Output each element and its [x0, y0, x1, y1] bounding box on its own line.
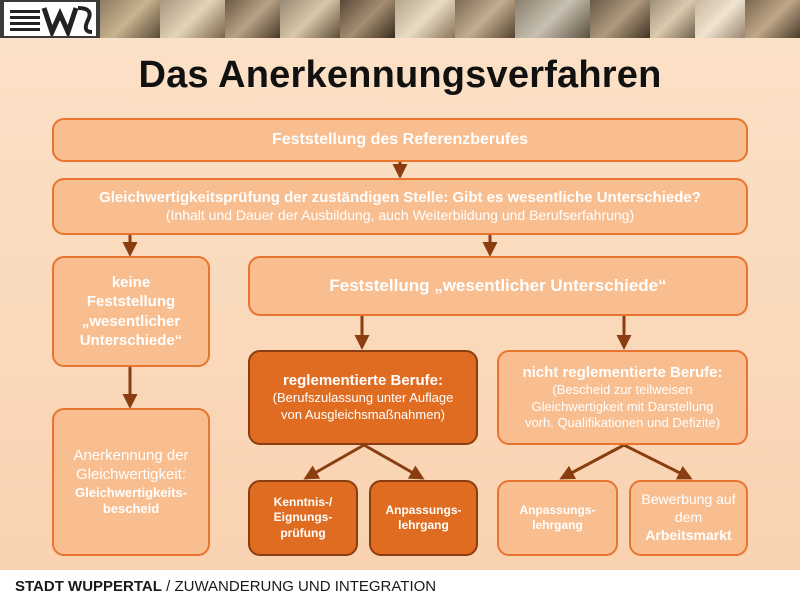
anpassung-line: Anpassungs-	[519, 502, 596, 517]
footer-dept: ZUWANDERUNG UND INTEGRATION	[174, 578, 437, 595]
footer-separator: /	[161, 578, 175, 595]
anerkennung-line: Gleichwertigkeit:	[75, 466, 187, 484]
bewerbung-line: dem	[674, 509, 703, 526]
bewerbung-bold: Arbeitsmarkt	[645, 526, 732, 543]
box-nicht-reglementiert-title: nicht reglementierte Berufe:	[522, 363, 723, 381]
anerkennung-line: Anerkennung der	[73, 447, 189, 465]
box-reglementiert	[248, 350, 478, 445]
nicht-reglementiert-line: Gleichwertigkeit mit Darstellung	[531, 398, 714, 414]
nicht-reglementiert-line: vorh. Qualifikationen und Defizite)	[524, 415, 721, 431]
arrow-nicht-bewerbung	[624, 445, 690, 478]
anpassung-line: Anpassungs-	[385, 502, 462, 517]
box-feststellung-title: Feststellung „wesentlicher Unterschiede“	[329, 276, 667, 296]
box-keine-feststellung	[52, 256, 210, 367]
anerkennung-bold-line: bescheid	[102, 501, 160, 517]
reglementiert-line: (Berufszulassung unter Auflage	[272, 390, 454, 406]
box-kenntnis-eignungspruefung	[248, 480, 358, 556]
arrow-nicht-anpassung	[562, 445, 624, 478]
box-reglementiert-title: reglementierte Berufe:	[282, 372, 444, 390]
box-gleichwertigkeit-title: Gleichwertigkeitsprüfung der zuständigen Stelle: Gibt es wesentliche Unterschiede?	[99, 188, 701, 206]
keine-line: Feststellung	[86, 293, 176, 311]
arrow-reglementiert-kenntnis	[306, 445, 364, 478]
page-title: Das Anerkennungsverfahren	[138, 54, 662, 96]
kenntnis-line: Kenntnis-/	[273, 494, 333, 509]
reglementiert-line: von Ausgleichsmaßnahmen)	[280, 407, 446, 423]
footer-text	[15, 578, 436, 595]
box-bewerbung-arbeitsmarkt	[629, 480, 748, 556]
box-referenzberuf-title: Feststellung des Referenzberufes	[271, 130, 529, 148]
box-feststellung	[248, 256, 748, 316]
box-nicht-reglementiert	[497, 350, 748, 445]
keine-line: „wesentlicher	[81, 312, 181, 330]
anpassung-line: lehrgang	[398, 518, 449, 532]
footer-org: STADT WUPPERTAL	[15, 578, 162, 595]
footer	[0, 570, 800, 605]
kenntnis-line: prüfung	[280, 525, 326, 540]
arrow-reglementiert-anpassung	[364, 445, 422, 478]
kenntnis-line: Eignungs-	[273, 510, 333, 525]
keine-line: keine	[111, 274, 151, 292]
box-anerkennung	[52, 408, 210, 556]
nicht-reglementiert-line: (Bescheid zur teilweisen	[552, 382, 693, 398]
box-gleichwertigkeit-subtitle: (Inhalt und Dauer der Ausbildung, auch Weiterbildung und Berufserfahrung)	[165, 207, 635, 224]
bewerbung-line: Bewerbung auf	[641, 491, 736, 508]
box-anpassungslehrgang-reglementiert	[369, 480, 478, 556]
box-referenzberuf	[52, 118, 748, 162]
anerkennung-bold-line: Gleichwertigkeits-	[75, 484, 187, 500]
box-anpassungslehrgang-nicht-reglementiert	[497, 480, 618, 556]
keine-line: Unterschiede“	[79, 331, 183, 349]
box-gleichwertigkeit	[52, 178, 748, 235]
anpassung-line: lehrgang	[532, 518, 583, 532]
